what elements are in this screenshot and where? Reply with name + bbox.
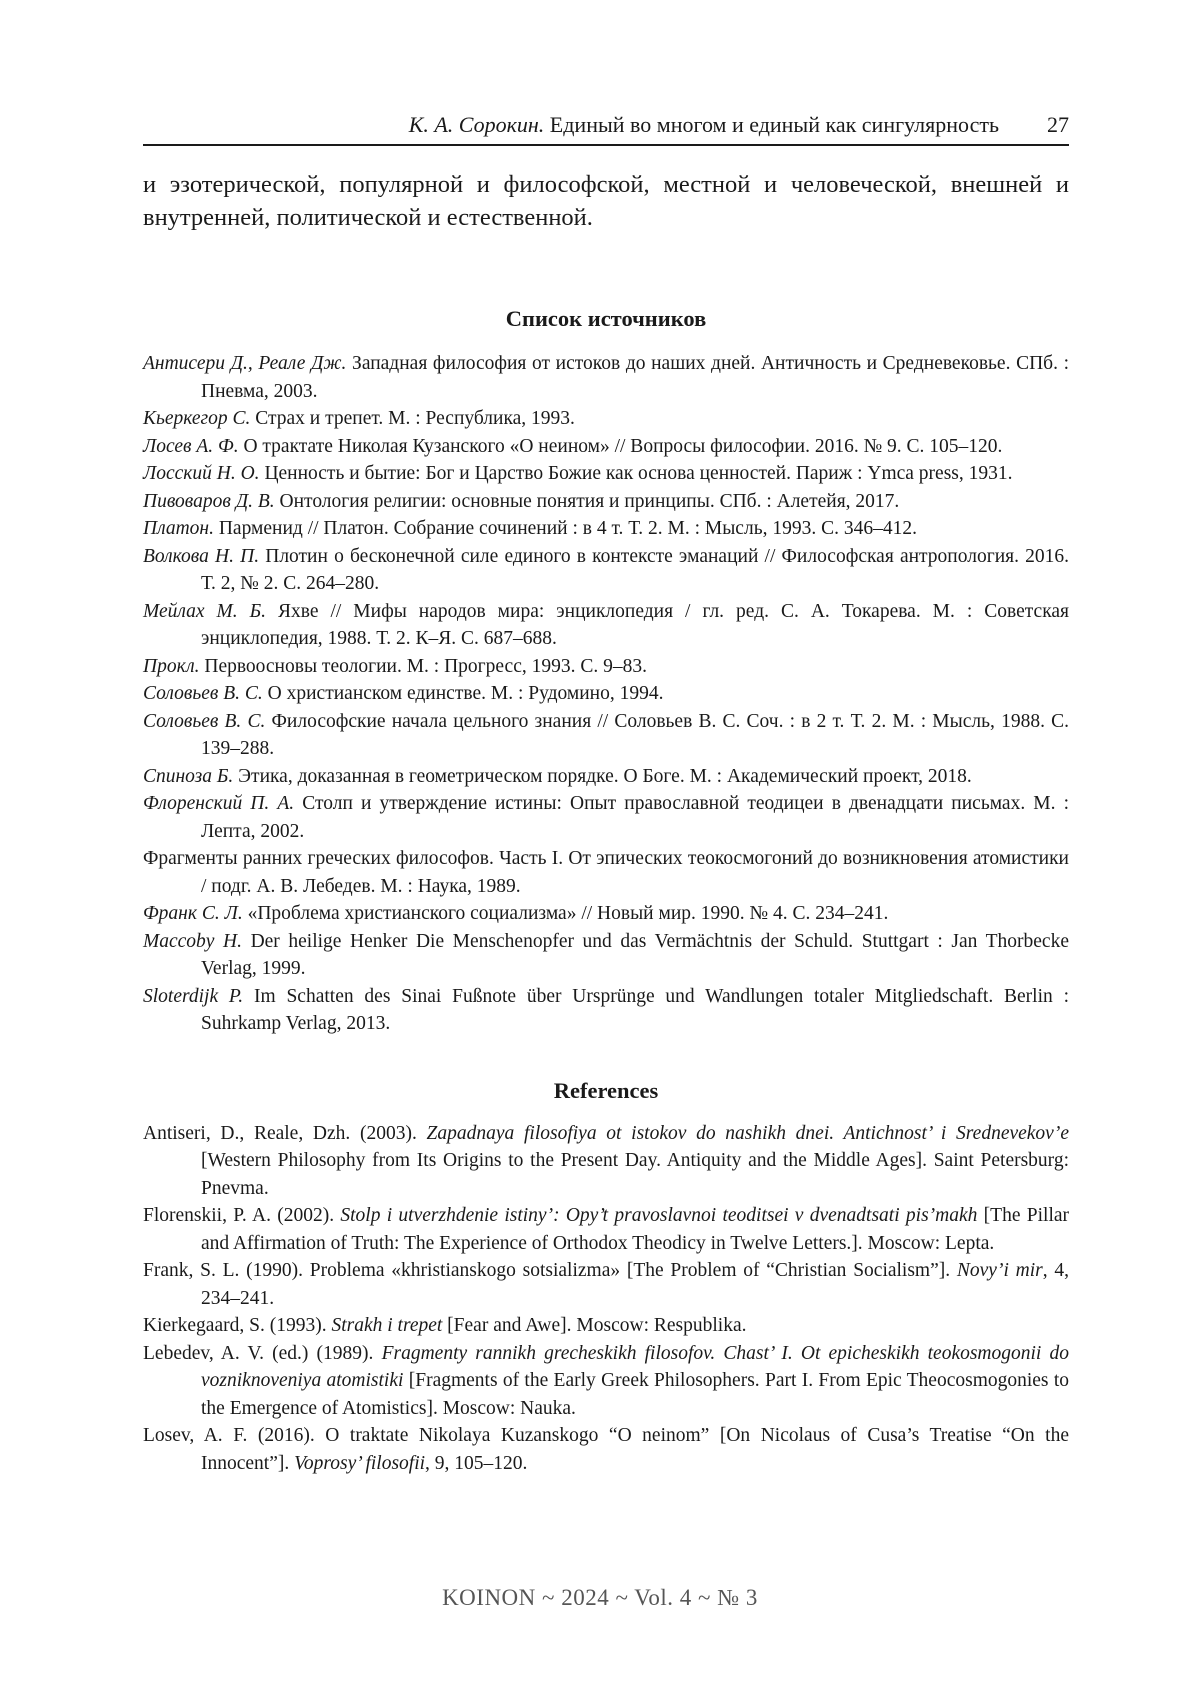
source-details: О христианском единстве. М. : Рудомино, 1994.: [263, 683, 664, 704]
sources-heading: Список источников: [143, 306, 1069, 332]
reference-lead: Lebedev, A. V. (ed.) (1989).: [143, 1343, 382, 1364]
reference-tail: [Western Philosophy from Its Origins to the Present Day. Antiquity and the Middle Ages]. Saint Petersburg: Pnevma.: [201, 1150, 1069, 1199]
reference-tail: [The Pillar and Affirmation of Truth: The Experience of Orthodox Theodicy in Twelve Letters.]. Moscow: Lepta.: [201, 1205, 1069, 1254]
running-author: К. А. Сорокин.: [409, 112, 545, 137]
source-details: Im Schatten des Sinai Fußnote über Ursprünge und Wandlungen totaler Mitgliedschaft. Berlin : Suhrkamp Verlag, 2013.: [201, 986, 1069, 1035]
source-details: «Проблема христианского социализма» // Новый мир. 1990. № 4. С. 234–241.: [243, 903, 889, 924]
running-header: [143, 112, 1069, 146]
running-title: [143, 112, 1047, 138]
source-details: Яхве // Мифы народов мира: энциклопедия / гл. ред. С. А. Токарева. М. : Советская энциклопедия, 1988. Т. 2. К–Я. С. 687–688.: [201, 601, 1069, 650]
source-entry: [143, 488, 1069, 516]
reference-title: Zapadnaya filosofiya ot istokov do nashikh dnei. Antichnost’ i Srednevekov’e: [427, 1123, 1069, 1144]
source-entry: [143, 350, 1069, 405]
source-entry: [143, 790, 1069, 845]
source-details: Ценность и бытие: Бог и Царство Божие как основа ценностей. Париж : Ymca press, 1931.: [260, 463, 1013, 484]
source-entry: [143, 598, 1069, 653]
source-author: Антисери Д., Реале Дж.: [143, 353, 346, 374]
source-author: Лосев А. Ф.: [143, 436, 239, 457]
source-author: Соловьев В. С.: [143, 683, 263, 704]
reference-tail: , 9, 105–120.: [425, 1453, 527, 1474]
source-details: Философские начала цельного знания // Соловьев В. С. Соч. : в 2 т. Т. 2. М. : Мысль, 1988. С. 139–288.: [201, 711, 1069, 760]
source-entry: [143, 653, 1069, 681]
source-entry: [143, 928, 1069, 983]
source-details: Страх и трепет. М. : Республика, 1993.: [250, 408, 575, 429]
source-entry: [143, 433, 1069, 461]
source-author: Sloterdijk P.: [143, 986, 243, 1007]
sources-list: [143, 350, 1069, 1038]
source-author: Соловьев В. С.: [143, 711, 265, 732]
reference-lead: Antiseri, D., Reale, Dzh. (2003).: [143, 1123, 427, 1144]
reference-title: Fragmenty rannikh grecheskikh filosofov. Chast’ I. Ot epicheskikh teokosmogonii do vozniknoveniya atomistiki: [201, 1343, 1069, 1392]
reference-tail: [Fear and Awe]. Moscow: Respublika.: [442, 1315, 746, 1336]
source-details: Парменид // Платон. Собрание сочинений : в 4 т. Т. 2. М. : Мысль, 1993. С. 346–412.: [214, 518, 917, 539]
source-details: Онтология религии: основные понятия и принципы. СПб. : Алетейя, 2017.: [275, 491, 900, 512]
source-author: Кьеркегор С.: [143, 408, 250, 429]
source-author: Флоренский П. А.: [143, 793, 294, 814]
reference-lead: Florenskii, P. A. (2002).: [143, 1205, 340, 1226]
reference-entry: [143, 1202, 1069, 1257]
source-author: Прокл.: [143, 656, 199, 677]
source-entry: [143, 763, 1069, 791]
references-heading: References: [143, 1078, 1069, 1104]
source-author: Пивоваров Д. В.: [143, 491, 275, 512]
reference-entry: [143, 1120, 1069, 1203]
source-entry: [143, 460, 1069, 488]
reference-lead: Frank, S. L. (1990). Problema «khristianskogo sotsializma» [The Problem of “Christian Socialism”].: [143, 1260, 957, 1281]
reference-title: Strakh i trepet: [331, 1315, 442, 1336]
source-author: Maccoby H.: [143, 931, 242, 952]
journal-footer: KOINON ~ 2024 ~ Vol. 4 ~ № 3: [0, 1585, 1200, 1611]
source-author: Франк С. Л.: [143, 903, 243, 924]
reference-lead: Losev, A. F. (2016). O traktate Nikolaya Kuzanskogo “O neinom” [On Nicolaus of Cusa’s Treatise “On the Innocent”].: [143, 1425, 1069, 1474]
reference-entry: [143, 1312, 1069, 1340]
source-entry: [143, 845, 1069, 900]
source-details: Этика, доказанная в геометрическом порядке. О Боге. М. : Академический проект, 2018.: [233, 766, 971, 787]
running-article-title: Единый во многом и единый как сингулярность: [550, 112, 999, 137]
source-entry: [143, 983, 1069, 1038]
reference-title: Voprosy’ filosofii: [294, 1453, 425, 1474]
journal-page: [143, 112, 1069, 1477]
page-number: 27: [1047, 112, 1069, 138]
reference-entry: [143, 1340, 1069, 1423]
source-entry: [143, 515, 1069, 543]
source-author: Волкова Н. П.: [143, 546, 259, 567]
reference-tail: [Fragments of the Early Greek Philosophers. Part I. From Epic Theocosmogonies to the Emergence of Atomistics]. Moscow: Nauka.: [201, 1370, 1069, 1419]
reference-entry: [143, 1257, 1069, 1312]
source-entry: [143, 405, 1069, 433]
source-entry: [143, 900, 1069, 928]
source-details: Столп и утверждение истины: Опыт православной теодицеи в двенадцати письмах. М. : Лепта, 2002.: [201, 793, 1069, 842]
reference-title: Stolp i utverzhdenie istiny’: Opy’t pravoslavnoi teoditsei v dvenadtsati pis’makh: [340, 1205, 977, 1226]
source-details: Западная философия от истоков до наших дней. Античность и Средневековье. СПб. : Пневма, 2003.: [201, 353, 1069, 402]
source-details: Фрагменты ранних греческих философов. Часть I. От эпических теокосмогоний до возникновения атомистики / подг. А. В. Лебедев. М. : Наука, 1989.: [143, 848, 1069, 897]
reference-tail: , 4, 234–241.: [201, 1260, 1069, 1309]
reference-title: Novy’i mir: [957, 1260, 1043, 1281]
continued-paragraph: и эзотерической, популярной и философской, местной и человеческой, внешней и внутренней, политической и естественной.: [143, 168, 1069, 234]
source-details: О трактате Николая Кузанского «О неином» // Вопросы философии. 2016. № 9. С. 105–120.: [239, 436, 1003, 457]
references-list: [143, 1120, 1069, 1478]
reference-lead: Kierkegaard, S. (1993).: [143, 1315, 331, 1336]
source-entry: [143, 680, 1069, 708]
source-author: Платон.: [143, 518, 214, 539]
source-author: Мейлах М. Б.: [143, 601, 266, 622]
source-author: Спиноза Б.: [143, 766, 233, 787]
source-details: Первоосновы теологии. М. : Прогресс, 1993. С. 9–83.: [199, 656, 647, 677]
source-details: Der heilige Henker Die Menschenopfer und das Vermächtnis der Schuld. Stuttgart : Jan Thorbecke Verlag, 1999.: [201, 931, 1069, 980]
reference-entry: [143, 1422, 1069, 1477]
source-entry: [143, 708, 1069, 763]
source-entry: [143, 543, 1069, 598]
source-details: Плотин о бесконечной силе единого в контексте эманаций // Философская антропология. 2016. Т. 2, № 2. С. 264–280.: [201, 546, 1069, 595]
source-author: Лосский Н. О.: [143, 463, 260, 484]
